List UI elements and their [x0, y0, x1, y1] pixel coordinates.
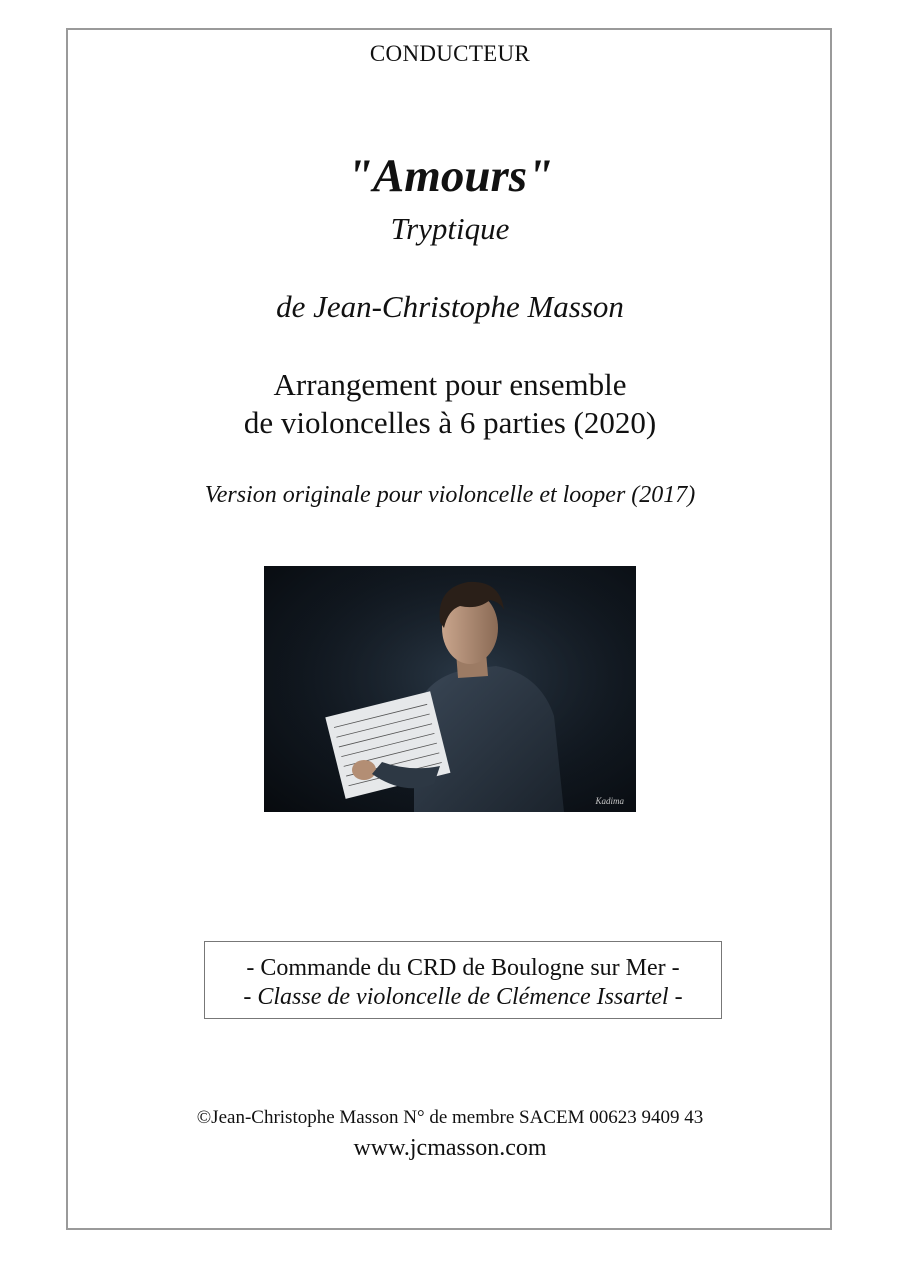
photo-signature: Kadima	[595, 796, 624, 806]
work-title: "Amours"	[346, 150, 554, 202]
original-version-note: Version originale pour violoncelle et looper (2017)	[204, 482, 696, 508]
commission-box	[204, 941, 722, 1019]
composer-portrait-photo	[264, 566, 636, 812]
arrangement-description	[0, 366, 900, 442]
work-subtitle: Tryptique	[390, 211, 510, 246]
arrangement-line-2: de violoncelles à 6 parties (2020)	[243, 405, 657, 440]
commission-line-2: - Classe de violoncelle de Clémence Issartel -	[243, 984, 683, 1010]
website-link[interactable]: www.jcmasson.com	[353, 1135, 547, 1161]
copyright-notice: ©Jean-Christophe Masson N° de membre SACEM 00623 9409 43	[196, 1107, 704, 1128]
composer-name: de Jean-Christophe Masson	[276, 289, 624, 324]
commission-line-1: - Commande du CRD de Boulogne sur Mer -	[246, 955, 680, 981]
portrait-illustration	[264, 566, 636, 812]
arrangement-line-1: Arrangement pour ensemble	[273, 367, 627, 402]
header-label: CONDUCTEUR	[369, 41, 531, 66]
